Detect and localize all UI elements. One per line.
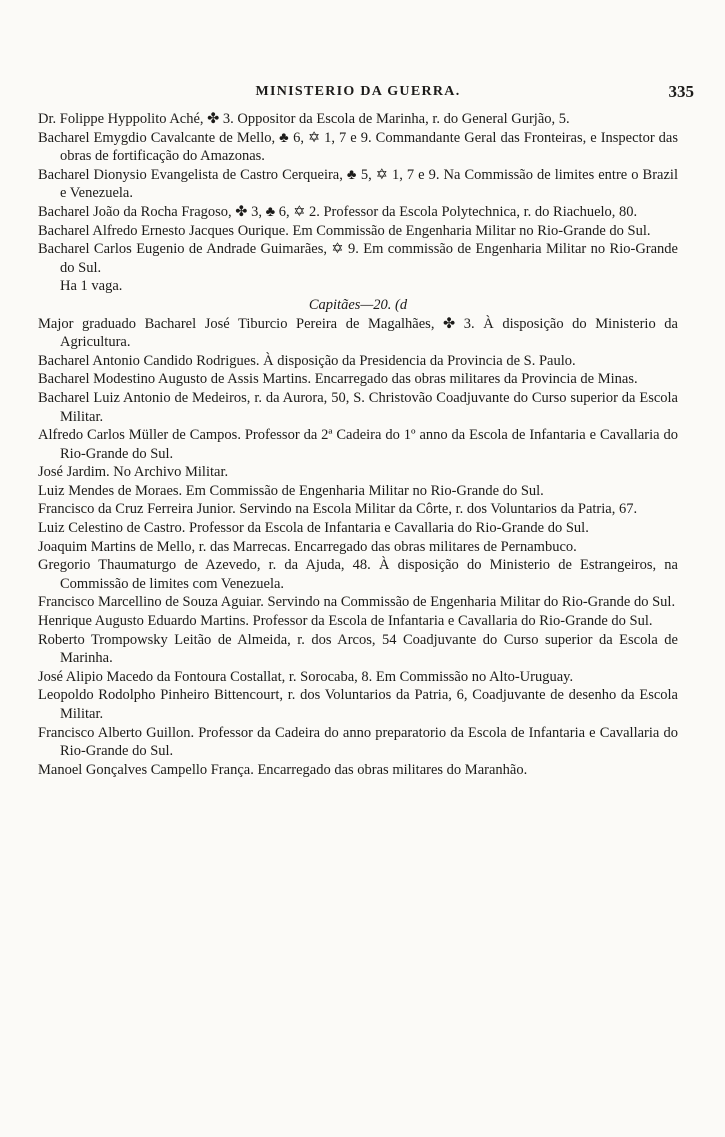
entry-3: Bacharel Dionysio Evangelista de Castro Cerqueira, ♣ 5, ✡ 1, 7 e 9. Na Commissão de limites entre o Brazil e Venezuela. xyxy=(38,166,678,202)
entry-19: Henrique Augusto Eduardo Martins. Professor da Escola de Infantaria e Cavallaria do Rio-Grande do Sul. xyxy=(38,613,653,630)
entry-8: Bacharel Antonio Candido Rodrigues. À disposição da Presidencia da Provincia de S. Paulo. xyxy=(38,352,576,369)
entry-1: Dr. Folippe Hyppolito Aché, ✤ 3. Oppositor da Escola de Marinha, r. do General Gurjão, 5. xyxy=(38,111,570,127)
entry-20: Roberto Trompowsky Leitão de Almeida, r. dos Arcos, 54 Coadjuvante do Curso superior da Escola de Marinha. xyxy=(38,631,678,667)
entry-16: Joaquim Martins de Mello, r. das Marrecas. Encarregado das obras militares de Pernambuco. xyxy=(38,538,577,555)
page-body xyxy=(38,110,678,779)
entry-6: Bacharel Carlos Eugenio de Andrade Guimarães, ✡ 9. Em commissão de Engenharia Militar no Rio-Grande do Sul. xyxy=(38,241,678,276)
entry-12: José Jardim. No Archivo Militar. xyxy=(38,464,229,481)
section-heading: Capitães—20. (d xyxy=(308,296,408,313)
running-title: MINISTERIO DA GUERRA. xyxy=(255,84,461,99)
entry-5: Bacharel Alfredo Ernesto Jacques Ourique. Em Commissão de Engenharia Militar no Rio-Grande do Sul. xyxy=(38,222,651,239)
entry-10: Bacharel Luiz Antonio de Medeiros, r. da Aurora, 50, S. Christovão Coadjuvante do Curso superior da Escola Militar. xyxy=(38,389,678,425)
entry-17: Gregorio Thaumaturgo de Azevedo, r. da Ajuda, 48. À disposição do Ministerio de Estrangeiros, na Commissão de limites com Venezuela. xyxy=(38,557,678,592)
entry-7: Major graduado Bacharel José Tiburcio Pereira de Magalhães, ✤ 3. À disposição do Ministerio da Agricultura. xyxy=(38,315,678,351)
entry-22: Leopoldo Rodolpho Pinheiro Bittencourt, r. dos Voluntarios da Patria, 6, Coadjuvante de desenho da Escola Militar. xyxy=(38,687,678,722)
entry-21: José Alipio Macedo da Fontoura Costallat, r. Sorocaba, 8. Em Commissão no Alto-Uruguay. xyxy=(38,668,574,685)
entry-15: Luiz Celestino de Castro. Professor da Escola de Infantaria e Cavallaria do Rio-Grande do Sul. xyxy=(38,520,589,537)
page-header xyxy=(38,82,694,106)
page-number: 335 xyxy=(668,82,694,101)
entry-23: Francisco Alberto Guillon. Professor da Cadeira do anno preparatorio da Escola de Infantaria e Cavallaria do Rio-Grande do Sul. xyxy=(38,724,678,760)
entry-4: Bacharel João da Rocha Fragoso, ✤ 3, ♣ 6, ✡ 2. Professor da Escola Polytechnica, r. do Riachuelo, 80. xyxy=(38,203,638,220)
vacancy-note: Ha 1 vaga. xyxy=(60,278,123,295)
entry-2: Bacharel Emygdio Cavalcante de Mello, ♣ 6, ✡ 1, 7 e 9. Commandante Geral das Fronteiras, e Inspector das obras de fortificação do Amazonas. xyxy=(38,129,678,165)
entry-9: Bacharel Modestino Augusto de Assis Martins. Encarregado das obras militares da Provincia de Minas. xyxy=(38,371,638,388)
entry-11: Alfredo Carlos Müller de Campos. Professor da 2ª Cadeira do 1º anno da Escola de Infantaria e Cavallaria do Rio-Grande do Sul. xyxy=(38,427,678,462)
entry-24: Manoel Gonçalves Campello França. Encarregado das obras militares do Maranhão. xyxy=(38,761,528,778)
entry-18: Francisco Marcellino de Souza Aguiar. Servindo na Commissão de Engenharia Militar do Rio-Grande do Sul. xyxy=(38,594,676,611)
entry-13: Luiz Mendes de Moraes. Em Commissão de Engenharia Militar no Rio-Grande do Sul. xyxy=(38,482,544,499)
entry-14: Francisco da Cruz Ferreira Junior. Servindo na Escola Militar da Côrte, r. dos Voluntarios da Patria, 67. xyxy=(38,501,638,518)
